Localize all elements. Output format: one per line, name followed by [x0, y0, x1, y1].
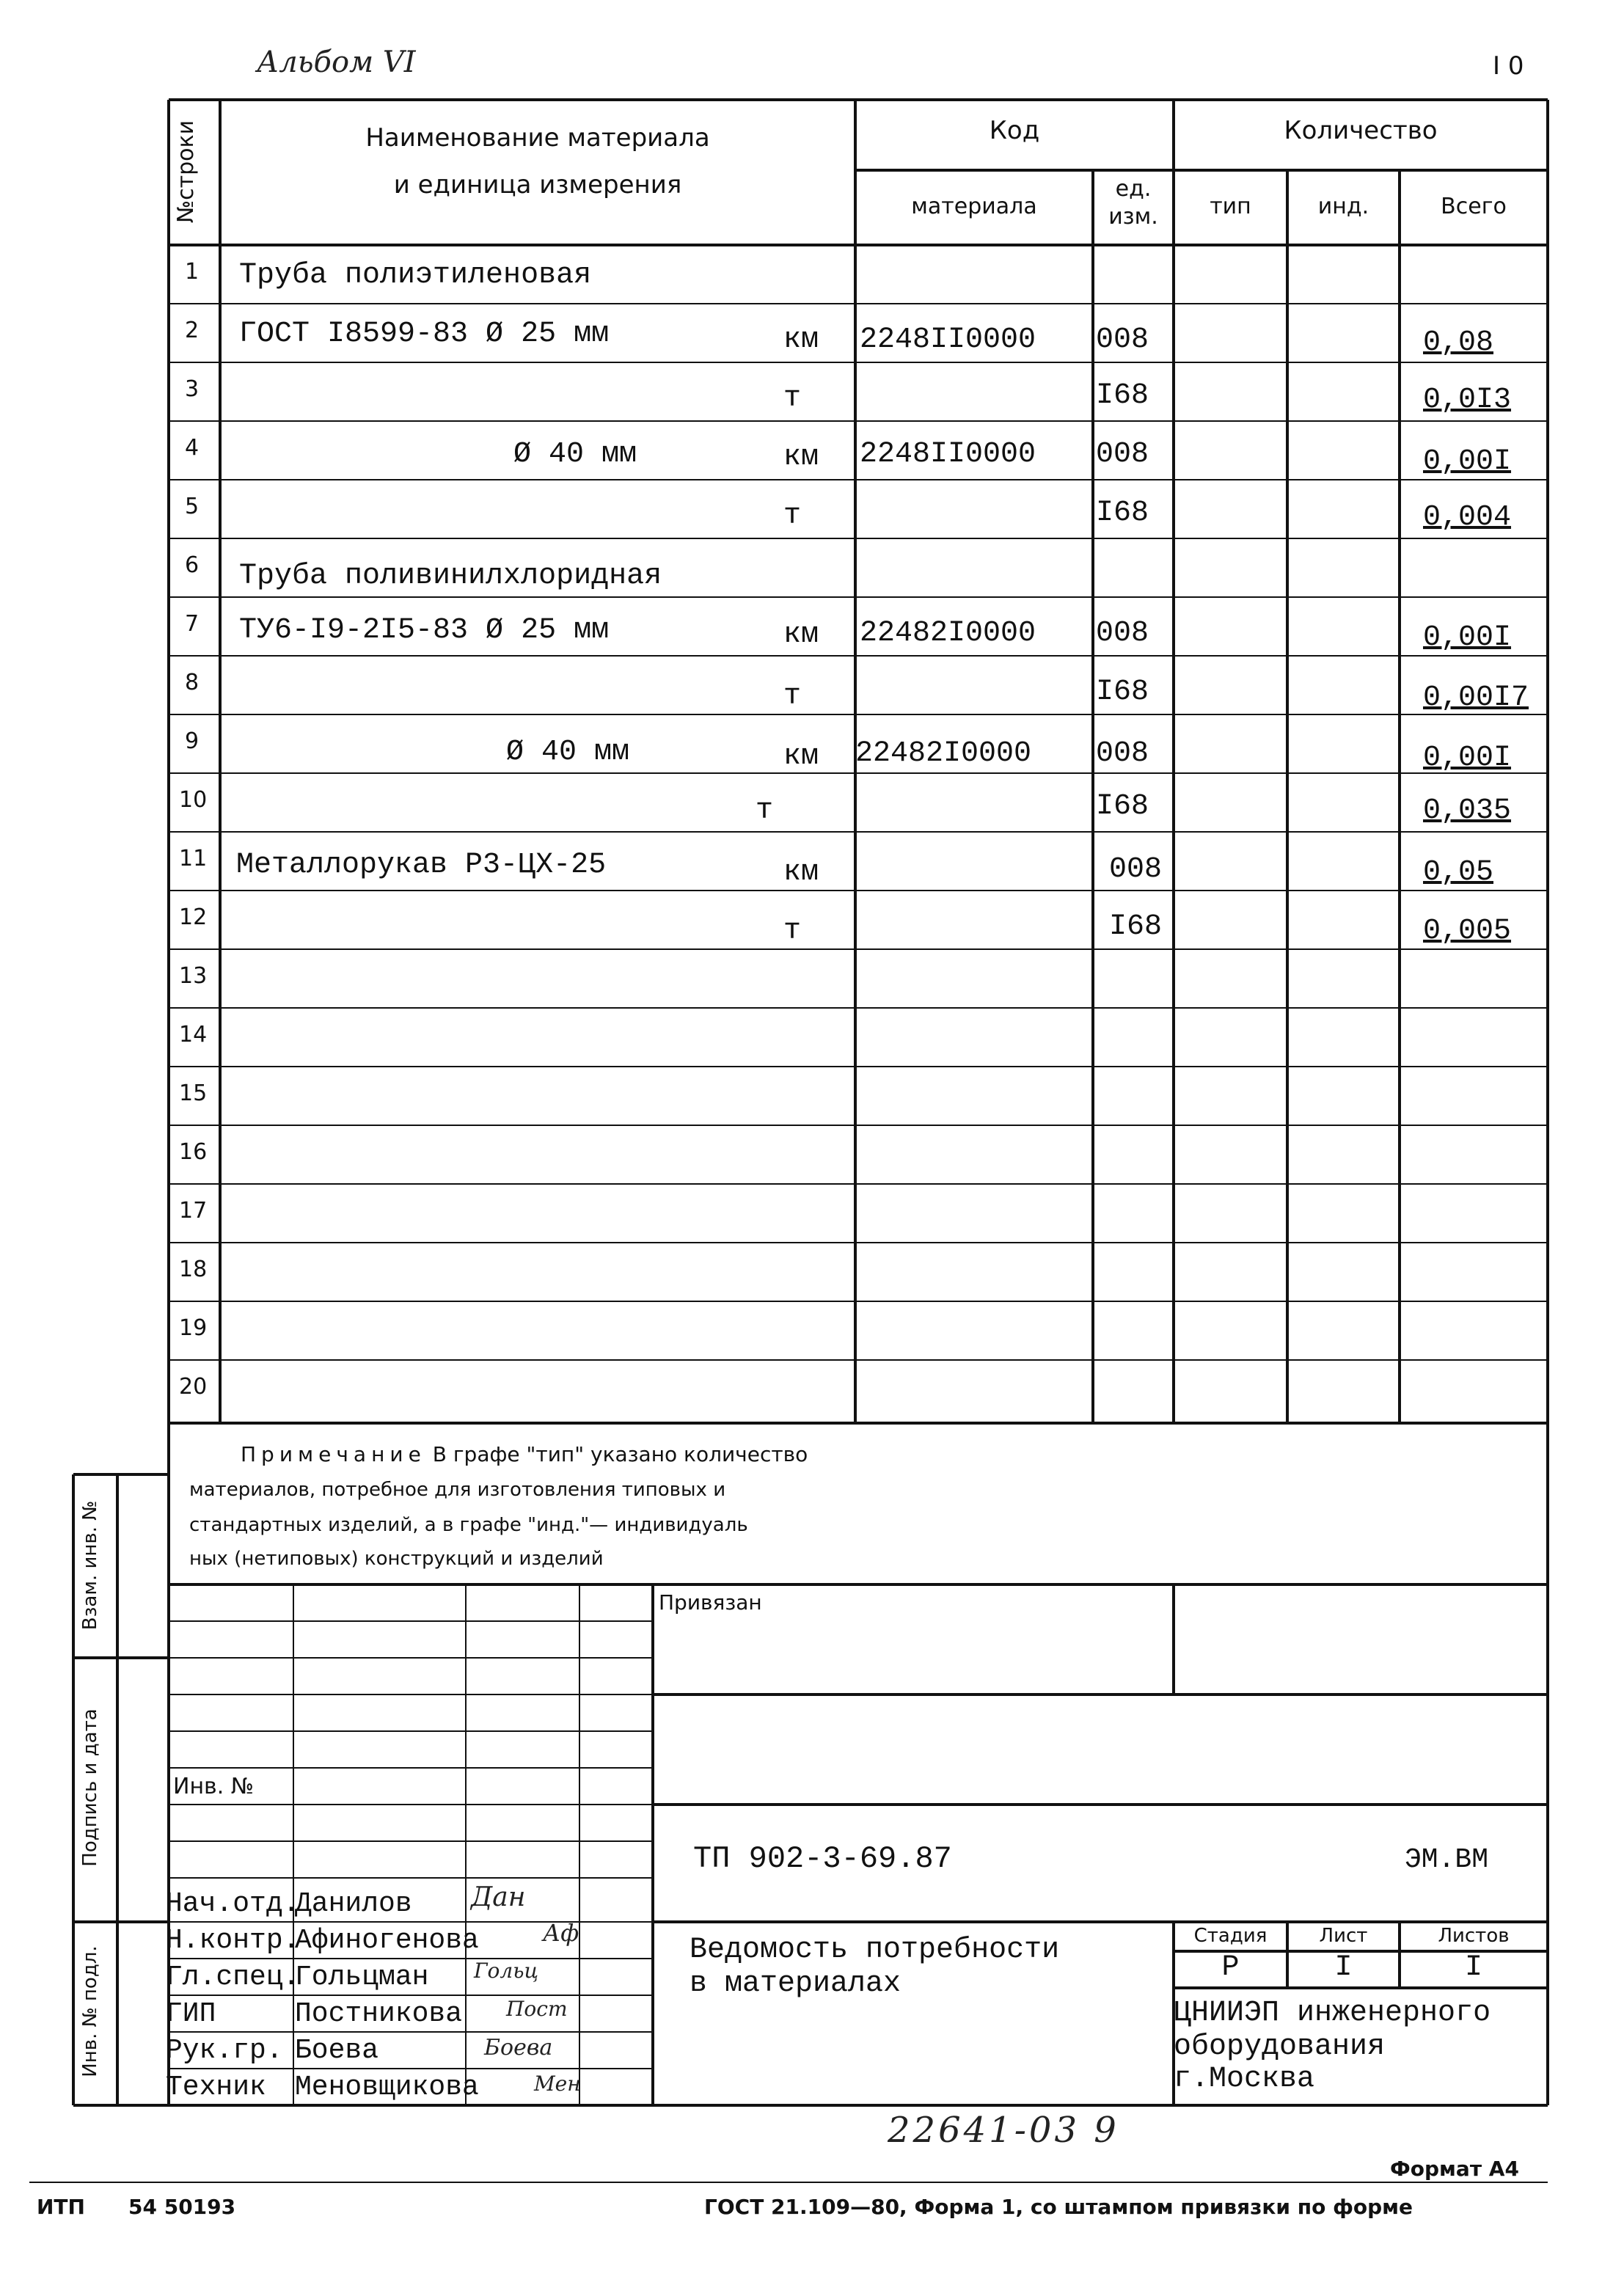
unit: км: [783, 323, 819, 357]
unit: т: [756, 794, 774, 827]
material-name: ТУ6-I9-2I5-83 Ø 25 мм: [239, 614, 610, 647]
row-number: 11: [179, 846, 208, 871]
row-number: 18: [179, 1257, 208, 1282]
signature: Пост: [506, 1997, 568, 2021]
unit-code: I68: [1096, 497, 1149, 530]
note-line4: ных (нетиповых) конструкций и изделий: [189, 1548, 604, 1570]
qty-total: 0,035: [1423, 794, 1512, 827]
inv-no-label: Инв. №: [173, 1774, 255, 1799]
unit: т: [783, 500, 802, 533]
material-code: 22482I0000: [860, 617, 1036, 650]
qty-total: 0,00I: [1423, 742, 1512, 775]
material-code: 2248II0000: [860, 323, 1036, 357]
header-quantity: Количество: [1284, 116, 1438, 145]
qty-total: 0,00I: [1423, 621, 1512, 654]
row-number: 20: [179, 1374, 208, 1400]
document-title-line2: в материалах: [690, 1967, 901, 2000]
sheets-value: I: [1464, 1951, 1482, 1984]
unit-code: I68: [1096, 379, 1149, 412]
signature: Мен: [534, 2072, 581, 2096]
signer-role: Рук.гр.: [166, 2035, 283, 2066]
signer-name: Афиногенова: [295, 1925, 479, 1956]
unit: т: [783, 680, 802, 713]
note-text: В графе "тип" указано количество: [432, 1442, 808, 1466]
signer-name: Меновщикова: [295, 2072, 479, 2103]
header-code-unit-line1: ед.: [1115, 176, 1152, 202]
note-line1: [241, 1442, 808, 1466]
signer-name: Гольцман: [295, 1962, 429, 1993]
header-qty-type: тип: [1210, 194, 1251, 219]
qty-total: 0,00I7: [1423, 681, 1529, 714]
qty-total: 0,05: [1423, 856, 1494, 889]
material-name: Ø 40 мм: [513, 438, 637, 471]
unit-code: I68: [1096, 676, 1149, 709]
unit-code: 008: [1096, 737, 1149, 770]
signer-role: Н.контр.: [166, 1925, 300, 1956]
note-line3: стандартных изделий, а в графе "инд."— индивидуаль: [189, 1514, 748, 1536]
stage-label: Стадия: [1193, 1925, 1268, 1947]
signature: Боева: [484, 2035, 553, 2061]
row-number: 10: [179, 787, 208, 813]
footer-left-1: ИТП: [37, 2195, 85, 2219]
header-code-material: материала: [911, 194, 1037, 219]
material-name: Труба поливинилхлоридная: [239, 560, 662, 593]
material-code: 2248II0000: [860, 438, 1036, 471]
privyazan-label: Привязан: [659, 1590, 762, 1615]
row-number: 7: [185, 611, 200, 637]
unit: т: [783, 915, 802, 948]
note-line2: материалов, потребное для изготовления типовых и: [189, 1479, 726, 1501]
organization-line3: г.Москва: [1174, 2063, 1315, 2096]
unit-code: 008: [1109, 853, 1163, 886]
sheet-label: Лист: [1319, 1925, 1368, 1947]
side-label-podpis: Подпись и дата: [79, 1708, 101, 1867]
header-row-no: №строки: [173, 120, 199, 224]
header-code: Код: [989, 116, 1040, 145]
stage-value: Р: [1221, 1951, 1240, 1984]
unit-code: 008: [1096, 617, 1149, 650]
signer-role: ГИП: [166, 1998, 216, 2030]
header-code-unit-line2: изм.: [1108, 204, 1158, 230]
signature: Гольц: [474, 1959, 539, 1983]
page-corner-mark: I 0: [1493, 51, 1524, 81]
row-number: 17: [179, 1198, 208, 1224]
row-number: 1: [185, 259, 200, 285]
unit: км: [783, 740, 819, 773]
side-label-vzam: Взам. инв. №: [79, 1500, 101, 1631]
header-name-line2: и единица измерения: [393, 170, 682, 200]
row-number: 19: [179, 1315, 208, 1341]
document-mark: ЭМ.ВМ: [1405, 1844, 1489, 1876]
document-title-line1: Ведомость потребности: [690, 1934, 1060, 1967]
header-qty-ind: инд.: [1317, 194, 1369, 219]
row-number: 5: [185, 494, 200, 519]
header-name-line1: Наименование материала: [365, 123, 710, 153]
material-code: 22482I0000: [855, 737, 1032, 770]
material-name: Труба полиэтиленовая: [239, 259, 592, 292]
row-number: 16: [179, 1139, 208, 1165]
row-number: 6: [185, 552, 200, 578]
row-number: 4: [185, 435, 200, 461]
album-label: Альбом VI: [257, 45, 416, 79]
note-label: Примечание: [241, 1442, 426, 1466]
unit-code: I68: [1109, 910, 1163, 943]
row-number: 3: [185, 376, 200, 402]
signature: Аф: [543, 1919, 579, 1947]
row-number: 12: [179, 904, 208, 930]
row-number: 9: [185, 728, 200, 754]
sheets-label: Листов: [1438, 1925, 1510, 1947]
material-name: Металлорукав Р3-ЦХ-25: [236, 849, 607, 882]
row-number: 2: [185, 318, 200, 343]
unit: км: [783, 618, 819, 651]
row-number: 14: [179, 1022, 208, 1048]
footer-right: ГОСТ 21.109—80, Форма 1, со штампом привязки по форме: [704, 2195, 1413, 2219]
qty-total: 0,005: [1423, 915, 1512, 948]
signature: Дан: [471, 1882, 526, 1912]
signer-name: Постникова: [295, 1998, 463, 2030]
row-number: 15: [179, 1081, 208, 1106]
side-label-inv-podl: Инв. № подл.: [79, 1945, 101, 2077]
qty-total: 0,004: [1423, 501, 1512, 534]
qty-total: 0,00I: [1423, 445, 1512, 478]
handwritten-number: 22641-03 9: [888, 2110, 1119, 2151]
signer-name: Боева: [295, 2035, 379, 2066]
signer-role: Гл.спец.: [166, 1962, 300, 1993]
unit: км: [783, 856, 819, 889]
signer-role: Техник: [166, 2072, 266, 2103]
signer-role: Нач.отд.: [166, 1888, 300, 1920]
qty-total: 0,0I3: [1423, 384, 1512, 417]
unit: т: [783, 382, 802, 415]
unit-code: 008: [1096, 323, 1149, 357]
signer-name: Данилов: [295, 1888, 412, 1920]
organization-line1: ЦНИИЭП инженерного: [1174, 1997, 1491, 2030]
row-number: 8: [185, 670, 200, 695]
unit-code: 008: [1096, 438, 1149, 471]
footer-left-2: 54 50193: [128, 2195, 236, 2219]
unit-code: I68: [1096, 790, 1149, 823]
header-qty-total: Всего: [1441, 194, 1507, 219]
sheet-value: I: [1334, 1951, 1353, 1984]
qty-total: 0,08: [1423, 326, 1494, 359]
unit: км: [783, 441, 819, 474]
organization-line2: оборудования: [1174, 2030, 1386, 2063]
format-label: Формат А4: [1390, 2157, 1519, 2181]
row-number: 13: [179, 963, 208, 989]
material-name: Ø 40 мм: [506, 736, 630, 769]
material-name: ГОСТ I8599-83 Ø 25 мм: [239, 318, 610, 351]
document-code: ТП 902-3-69.87: [693, 1841, 952, 1876]
